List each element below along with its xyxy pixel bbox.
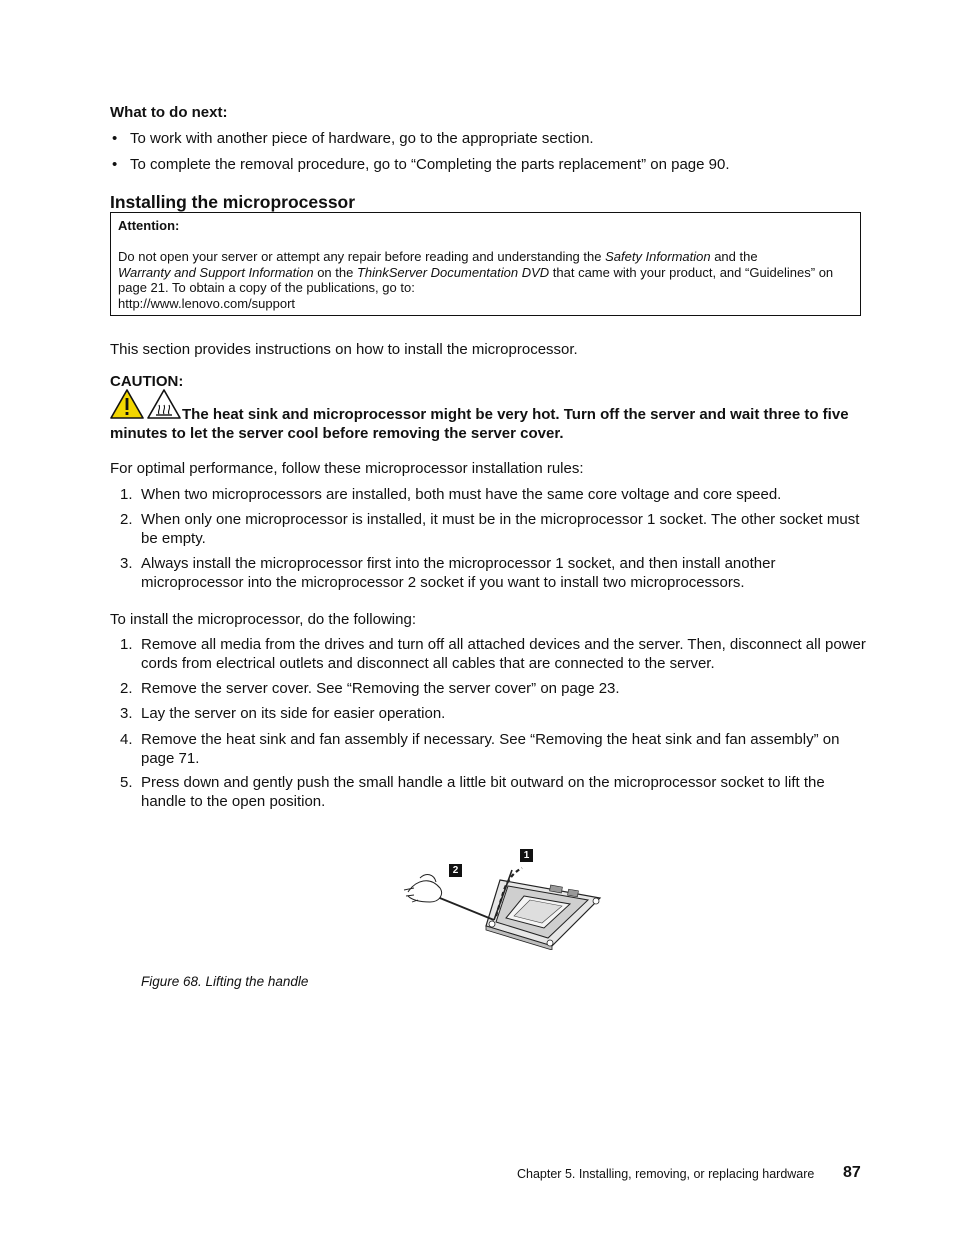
rules-intro: For optimal performance, follow these microprocessor installation rules: bbox=[110, 460, 584, 477]
rule-number: 2. bbox=[120, 511, 133, 528]
caution-text: The heat sink and microprocessor might be very hot. Turn off the server and wait three to five minutes to let the server cool before removing the server cover. bbox=[110, 406, 849, 442]
footer-chapter: Chapter 5. Installing, removing, or replacing hardware bbox=[517, 1167, 815, 1181]
step-item: Remove the server cover. See “Removing the server cover” on page 23. bbox=[141, 680, 620, 697]
next-bullet-1: To work with another piece of hardware, go to the appropriate section. bbox=[130, 130, 594, 147]
step-item: Remove the heat sink and fan assembly if necessary. See “Removing the heat sink and fan assembly” on page 71. bbox=[141, 731, 840, 767]
next-heading: What to do next: bbox=[110, 104, 228, 121]
steps-intro: To install the microprocessor, do the following: bbox=[110, 611, 416, 628]
next-bullet-2: To complete the removal procedure, go to “Completing the parts replacement” on page 90. bbox=[130, 156, 730, 173]
bullet-marker: • bbox=[112, 130, 118, 147]
callout-2: 2 bbox=[449, 864, 462, 877]
step-item: Remove all media from the drives and turn off all attached devices and the server. Then, disconnect all power cords from electrical outlets and disconnect all cables that are connected to the server. bbox=[141, 636, 866, 672]
attention-body: Do not open your server or attempt any repair before reading and understanding the Safety Information and the Warranty and Support Information on the ThinkServer Documentation DVD that came with your product, and “Guidelines” on page 21. To obtain a copy of the publications, go to: http://www.lenovo.com/support bbox=[118, 249, 834, 311]
rule-item: When two microprocessors are installed, both must have the same core voltage and core speed. bbox=[141, 486, 782, 503]
step-number: 4. bbox=[120, 731, 133, 748]
bullet-marker: • bbox=[112, 156, 118, 173]
intro-text: This section provides instructions on how to install the microprocessor. bbox=[110, 341, 578, 358]
caution-label: CAUTION: bbox=[110, 373, 184, 390]
page-number: 87 bbox=[843, 1164, 861, 1181]
rule-item: Always install the microprocessor first into the microprocessor 1 socket, and then install another microprocessor into the microprocessor 2 socket if you want to install two microprocessors. bbox=[141, 555, 776, 591]
step-number: 2. bbox=[120, 680, 133, 697]
rule-number: 1. bbox=[120, 486, 133, 503]
figure-caption: Figure 68. Lifting the handle bbox=[141, 974, 309, 989]
section-title: Installing the microprocessor bbox=[110, 192, 356, 212]
step-number: 5. bbox=[120, 774, 133, 791]
step-item: Press down and gently push the small handle a little bit outward on the microprocessor socket to lift the handle to the open position. bbox=[141, 774, 825, 810]
socket-illustration bbox=[400, 850, 610, 950]
attention-title: Attention: bbox=[118, 218, 180, 233]
callout-1: 1 bbox=[520, 849, 533, 862]
rule-item: When only one microprocessor is installed, it must be in the microprocessor 1 socket. The other socket must be empty. bbox=[141, 511, 860, 547]
step-item: Lay the server on its side for easier operation. bbox=[141, 705, 446, 722]
step-number: 3. bbox=[120, 705, 133, 722]
step-number: 1. bbox=[120, 636, 133, 653]
rule-number: 3. bbox=[120, 555, 133, 572]
support-url: http://www.lenovo.com/support bbox=[118, 295, 296, 311]
